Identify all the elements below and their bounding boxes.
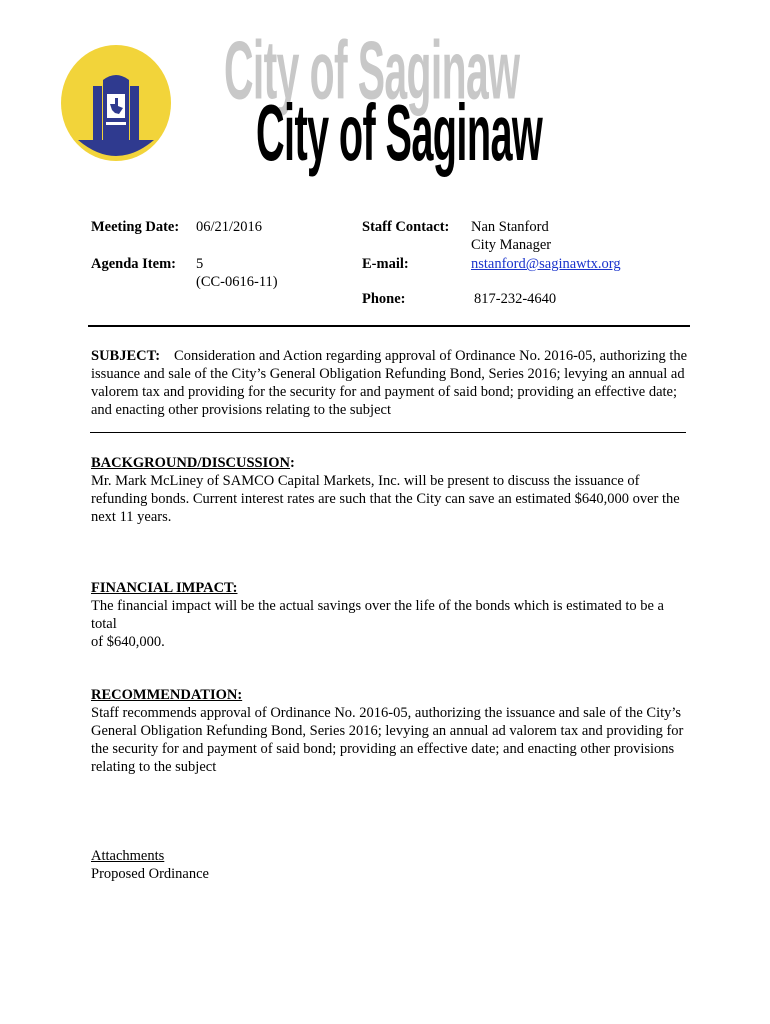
attachment-item: Proposed Ordinance xyxy=(91,866,209,882)
email-label: E-mail: xyxy=(362,256,409,272)
background-heading-colon: : xyxy=(290,455,295,471)
letterhead-title xyxy=(218,22,658,182)
subject-divider xyxy=(90,432,686,433)
subject-section xyxy=(91,347,691,419)
recommendation-heading: RECOMMENDATION: xyxy=(91,687,243,703)
agenda-item-label: Agenda Item: xyxy=(91,256,176,272)
agenda-item-code: (CC-0616-11) xyxy=(196,274,278,290)
recommendation-line-1: Staff recommends approval of Ordinance No. 2016-05, authorizing the issuance and sale of the City’s xyxy=(91,705,682,721)
subject-text-1: Consideration and Action regarding approval of Ordinance No. 2016-05, authorizing the xyxy=(174,348,688,364)
title-shadow-text: City of Saginaw xyxy=(224,23,520,116)
meeting-date-label: Meeting Date: xyxy=(91,219,180,235)
agenda-item-value: 5 xyxy=(196,256,204,272)
background-line-3: next 11 years. xyxy=(91,509,172,525)
staff-contact-title: City Manager xyxy=(471,237,552,253)
background-line-2: refunding bonds. Current interest rates are such that the City can save an estimated $640,000 over the xyxy=(91,491,680,507)
background-heading-line xyxy=(91,454,691,472)
recommendation-line-2: General Obligation Refunding Bond, Series 2016; levying an annual ad valorem tax and providing for xyxy=(91,723,684,739)
subject-line-4: and enacting other provisions relating to the subject xyxy=(91,402,391,418)
recommendation-line-3: the security for and payment of said bond; providing an effective date; and enacting other provisions xyxy=(91,741,675,757)
financial-line-1: The financial impact will be the actual savings over the life of the bonds which is estimated to be a total xyxy=(91,598,664,632)
background-line-1: Mr. Mark McLiney of SAMCO Capital Markets, Inc. will be present to discuss the issuance of xyxy=(91,473,640,489)
phone-value: 817-232-4640 xyxy=(474,291,557,307)
email-link[interactable]: nstanford@saginawtx.org xyxy=(471,256,621,272)
background-heading: BACKGROUND/DISCUSSION xyxy=(91,455,291,471)
recommendation-line-4: relating to the subject xyxy=(91,759,217,775)
background-section xyxy=(91,454,691,526)
staff-contact-label: Staff Contact: xyxy=(362,219,450,235)
phone-label: Phone: xyxy=(362,291,406,307)
subject-line-3: valorem tax and providing for the security for and payment of said bond; providing an effective date; xyxy=(91,384,677,400)
subject-line-1 xyxy=(91,347,691,365)
financial-line-2: of $640,000. xyxy=(91,634,165,650)
title-text: City of Saginaw xyxy=(256,87,543,178)
financial-heading: FINANCIAL IMPACT: xyxy=(91,580,238,596)
recommendation-section xyxy=(91,686,691,776)
attachments-heading: Attachments xyxy=(91,848,165,864)
staff-contact-name: Nan Stanford xyxy=(471,219,549,235)
header-divider xyxy=(88,325,690,327)
subject-line-2: issuance and sale of the City’s General Obligation Refunding Bond, Series 2016; levying an annual ad xyxy=(91,366,685,382)
attachments-section xyxy=(91,847,691,883)
financial-section xyxy=(91,579,691,651)
city-seal-logo-icon xyxy=(60,44,172,162)
subject-label: SUBJECT: xyxy=(91,348,161,364)
meeting-date-value: 06/21/2016 xyxy=(196,219,263,235)
